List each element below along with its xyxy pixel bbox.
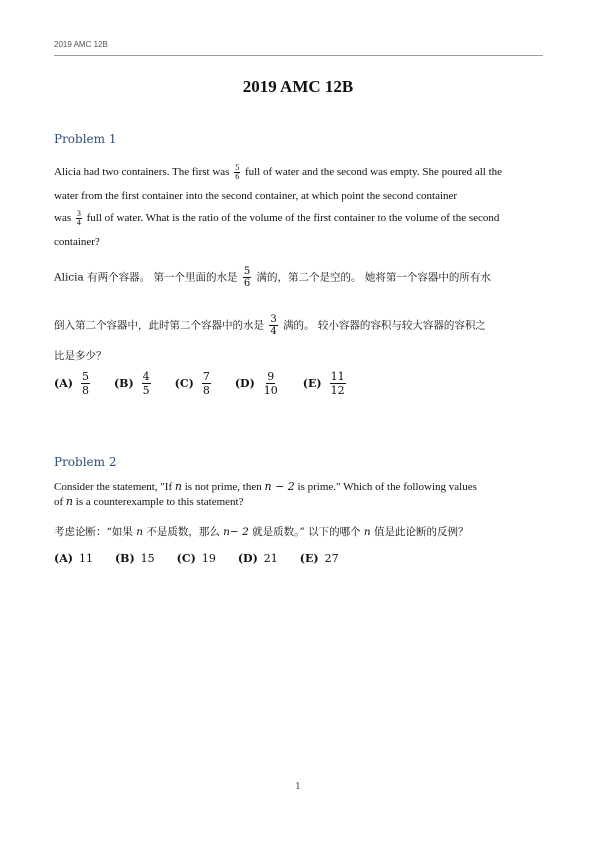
problem-1-en-line-3: [54, 210, 544, 227]
choice-value: 27: [324, 552, 339, 565]
fraction: [142, 370, 151, 397]
problem-1-zh-line-1: [54, 266, 544, 289]
text-span: Consider the statement, "If: [54, 481, 173, 493]
fraction-denominator: 4: [76, 218, 81, 227]
choice-label: (A): [54, 377, 73, 390]
answer-choice-c: [177, 552, 216, 565]
page-number: 1: [295, 782, 301, 792]
fraction: [76, 210, 82, 227]
fraction-numerator: 5: [243, 266, 251, 277]
text-span: is not prime, then: [184, 481, 262, 493]
variable-n: n: [363, 526, 371, 538]
fraction: [243, 266, 251, 289]
text-span: 不是质数，那么: [146, 526, 220, 538]
fraction-numerator: 5: [235, 163, 240, 172]
math-expression: n − 2: [264, 480, 295, 493]
fraction-denominator: 10: [263, 384, 278, 397]
fraction-denominator: 8: [202, 384, 210, 397]
text-span: full of water. What is the ratio of the volume of the first container to the volume of the second: [86, 212, 500, 225]
fraction-denominator: 4: [270, 326, 277, 337]
text-span: full of water and the second was empty. She poured all the: [244, 166, 503, 179]
text-span: Alicia 有两个容器。 第一个里面的水是: [54, 271, 238, 284]
problem-1-zh-line-2: [54, 314, 544, 337]
fraction-denominator: 8: [81, 384, 89, 397]
fraction-numerator: 7: [202, 370, 210, 383]
fraction: [269, 314, 277, 337]
choice-label: (D): [237, 552, 258, 565]
answer-choice-b: [114, 370, 153, 397]
fraction-denominator: 5: [142, 384, 150, 397]
problem-1-answer-choices: [54, 370, 370, 397]
answer-choice-b: [115, 552, 155, 565]
fraction-numerator: 4: [142, 370, 150, 383]
problem-1-en-line-1: [54, 164, 544, 181]
text-span: 考虑论断：“如果: [54, 526, 133, 538]
choice-value: 19: [201, 552, 216, 565]
fraction-numerator: 9: [267, 370, 275, 383]
problem-1-en-line-2: water from the first container into the second container, at which point the second container: [54, 190, 458, 202]
header-rule: [54, 55, 543, 56]
choice-label: (B): [114, 552, 135, 565]
choice-label: (C): [174, 377, 194, 390]
problem-2-heading: Problem 2: [54, 455, 117, 469]
answer-choice-c: [175, 370, 213, 397]
answer-choice-d: [238, 552, 278, 565]
text-span: 值是此论断的反例？: [374, 526, 469, 538]
fraction-numerator: 3: [76, 209, 81, 218]
choice-label: (E): [302, 377, 322, 390]
text-span: 倒入第二个容器中，此时第二个容器中的水是: [54, 319, 264, 332]
fraction: [202, 370, 211, 397]
document-title: 2019 AMC 12B: [242, 77, 354, 96]
text-span: is prime." Which of the following values: [297, 481, 477, 493]
text-span: 满的，第二个是空的。 她将第一个容器中的所有水: [256, 271, 491, 284]
variable-n: n: [136, 526, 143, 538]
fraction-numerator: 11: [330, 370, 345, 383]
problem-1-zh-line-3: 比是多少？: [54, 350, 107, 362]
answer-choice-e: [303, 370, 348, 397]
choice-label: (D): [234, 377, 255, 390]
problem-2-en-line-1: [54, 480, 544, 493]
answer-choice-d: [235, 370, 281, 397]
variable-n: n: [65, 495, 74, 508]
choice-label: (C): [176, 552, 196, 565]
problem-1-en-line-4: container?: [54, 236, 100, 248]
text-span: is a counterexample to this statement?: [75, 496, 244, 508]
text-span: 满的。 较小容器的容积与较大容器的容积之: [283, 319, 486, 332]
choice-value: 21: [263, 552, 278, 565]
fraction-numerator: 5: [81, 370, 89, 383]
problem-2-en-line-2: [54, 495, 544, 508]
answer-choice-e: [300, 552, 339, 565]
problem-2-zh-line: [54, 524, 544, 539]
text-span: of: [54, 496, 64, 508]
choice-label: (E): [299, 552, 319, 565]
answer-choice-a: [54, 552, 93, 565]
running-header: 2019 AMC 12B: [54, 40, 108, 49]
fraction: [81, 370, 90, 397]
fraction-numerator: 3: [270, 314, 277, 325]
choice-value: 15: [140, 552, 155, 565]
choice-label: (A): [54, 552, 73, 565]
math-expression: n− 2: [223, 526, 249, 538]
fraction: [263, 370, 279, 397]
problem-2-answer-choices: [54, 552, 361, 565]
choice-label: (B): [113, 377, 134, 390]
text-span: Alicia had two containers. The first was: [54, 166, 230, 179]
variable-n: n: [174, 480, 182, 493]
answer-choice-a: [54, 370, 92, 397]
fraction-denominator: 6: [235, 172, 240, 181]
fraction-denominator: 6: [243, 278, 251, 289]
problem-1-heading: Problem 1: [54, 132, 117, 146]
text-span: 就是质数。” 以下的哪个: [252, 526, 361, 538]
choice-value: 11: [78, 552, 93, 565]
fraction: [234, 164, 240, 181]
text-span: was: [54, 212, 72, 225]
fraction-denominator: 12: [330, 384, 345, 397]
fraction: [330, 370, 346, 397]
